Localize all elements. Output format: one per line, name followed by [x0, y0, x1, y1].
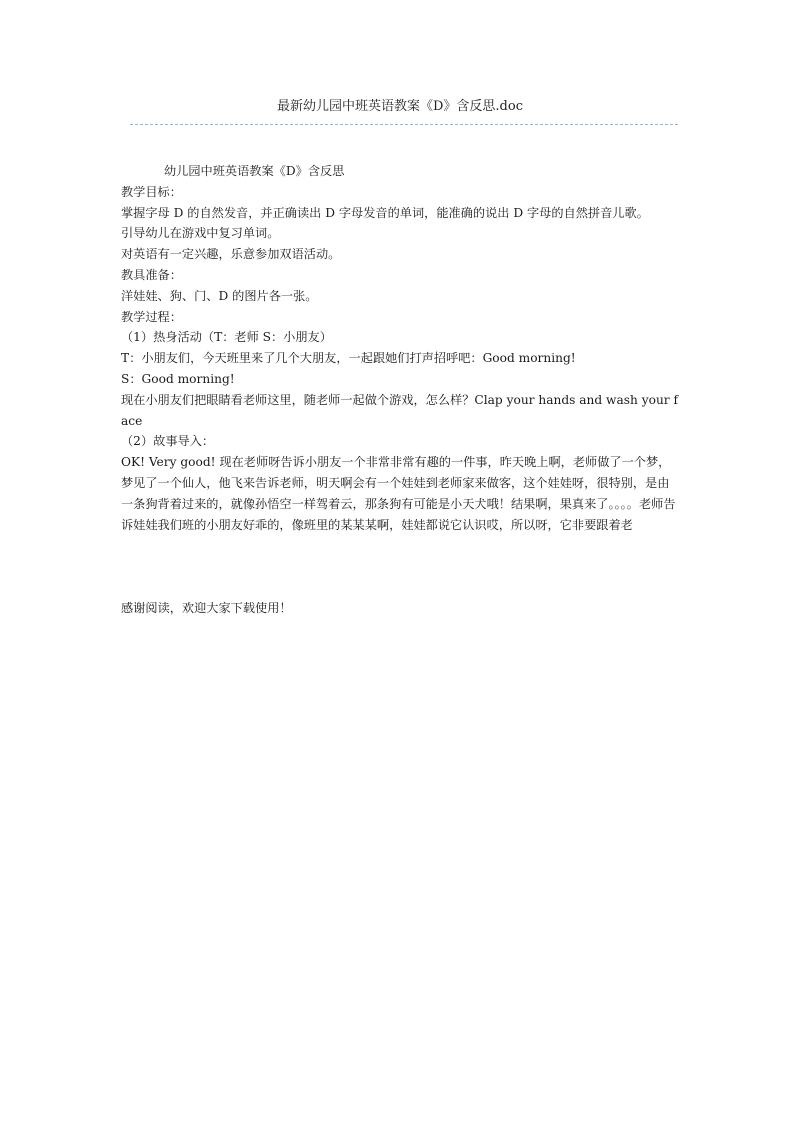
step1-label: （1）热身活动（T：老师 S：小朋友）	[121, 330, 332, 345]
step1-teacher-line: T：小朋友们，今天班里来了几个大朋友，一起跟她们打声招呼吧：Good morning!	[121, 351, 576, 366]
document-body	[121, 161, 681, 619]
materials-text: 洋娃娃、狗、门、D 的图片各一张。	[121, 288, 318, 303]
document-header-title: 最新幼儿园中班英语教案《D》含反思.doc	[277, 99, 523, 114]
goals-label: 教学目标：	[121, 184, 182, 199]
goal-item-1: 掌握字母 D 的自然发音，并正确读出 D 字母发音的单词，能准确的说出 D 字母的自然拼音儿歌。	[121, 205, 649, 220]
materials-label: 教具准备：	[121, 267, 182, 282]
process-label: 教学过程：	[121, 309, 182, 324]
step1-game-line: 现在小朋友们把眼睛看老师这里，随老师一起做个游戏，怎么样？Clap your hands and wash your face	[121, 392, 679, 428]
step1-student-line: S：Good morning!	[121, 371, 235, 386]
lesson-heading: 幼儿园中班英语教案《D》含反思	[164, 164, 345, 178]
step2-label: （2）故事导入：	[121, 434, 215, 449]
footer-note: 感谢阅读，欢迎大家下载使用！	[121, 601, 292, 616]
goal-item-2: 引导幼儿在游戏中复习单词。	[121, 226, 280, 241]
step2-story: OK! Very good! 现在老师呀告诉小朋友一个非常非常有趣的一件事，昨天晚上啊，老师做了一个梦，梦见了一个仙人，他飞来告诉老师，明天啊会有一个娃娃到老师家来做客，这个娃娃呀，很特别，是由一条狗背着过来的，就像孙悟空一样驾着云，那条狗有可能是小天犬哦！结果啊，果真来了。。。。老师告诉娃娃我们班的小朋友好乖的，像班里的某某某啊，娃娃都说它认识哎，所以呀，它非要跟着老	[121, 455, 676, 532]
goal-item-3: 对英语有一定兴趣，乐意参加双语活动。	[121, 247, 341, 262]
header-divider	[130, 124, 678, 125]
section-spacer	[121, 535, 681, 598]
